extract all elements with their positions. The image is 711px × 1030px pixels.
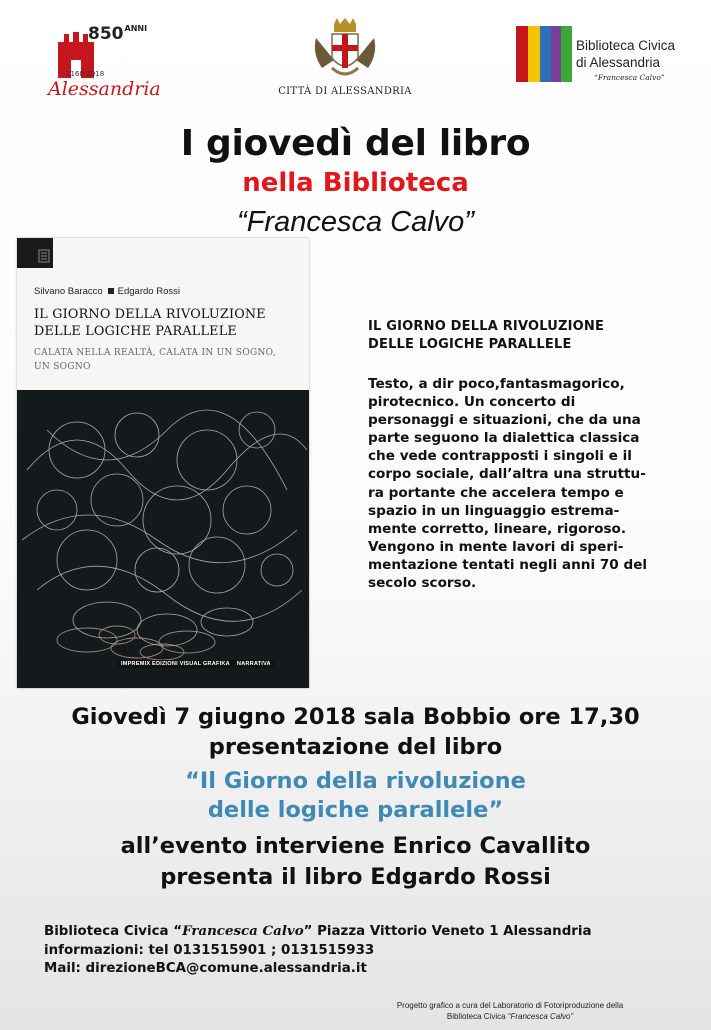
description-line: pirotecnico. Un concerto di — [368, 394, 576, 411]
description-line: secolo scorso. — [368, 575, 477, 592]
footer-contacts — [44, 922, 592, 979]
cover-publisher: IMPREMIX EDIZIONI VISUAL GRAFIKA NARRATIVA — [118, 660, 274, 668]
cover-authors: Silvano Baracco Edgardo Rossi — [34, 286, 180, 297]
library-name-line2: di Alessandria — [576, 55, 661, 70]
anniversary-years: 1168-2018 — [66, 70, 105, 78]
description-body — [368, 375, 698, 592]
description-line: parte seguono la dialettica classica — [368, 430, 640, 447]
book-cover — [17, 238, 309, 688]
scribble-artwork — [17, 390, 309, 688]
description-line: Testo, a dir poco,fantasmagorico, — [368, 376, 625, 392]
library-logo — [514, 26, 704, 86]
description-line: che vede contrapposti i singoli e il — [368, 448, 632, 465]
coat-of-arms-icon — [310, 18, 380, 82]
anniversary-logo — [48, 22, 162, 102]
library-bars-icon — [516, 26, 574, 84]
footer-address: Biblioteca Civica “Francesca Calvo” Piazza Vittorio Veneto 1 Alessandria — [44, 923, 592, 939]
description-line: spazio in un linguaggio estrema- — [368, 502, 620, 519]
cover-artwork — [17, 390, 309, 688]
description-line: ra portante che accelera tempo e — [368, 484, 624, 501]
anniversary-city: Alessandria — [48, 78, 161, 100]
description-line: mentazione tentati negli anni 70 del — [368, 556, 648, 573]
event-date-line: Giovedì 7 giugno 2018 sala Bobbio ore 17,30 — [71, 704, 640, 730]
cover-title: IL GIORNO DELLA RIVOLUZIONE DELLE LOGICHE PARALLELE — [34, 307, 266, 339]
description-line: corpo sociale, dall’altra una struttu- — [368, 466, 646, 483]
footer-phone: informazioni: tel 0131515901 ; 0131515933 — [44, 942, 375, 958]
design-credits: Progetto grafico a cura del Laboratorio di Fotoriproduzione della Biblioteca Civica “Francesca Calvo” — [396, 1001, 624, 1021]
anniversary-number: $850^{ANNI}$ — [88, 24, 148, 44]
cover-subtitle: CALATA NELLA REALTÀ, CALATA IN UN SOGNO, UN SOGNO — [34, 348, 276, 372]
event-presentation-line: presentazione del libro — [208, 734, 503, 760]
city-crest-logo — [270, 18, 420, 100]
event-book-title-line2: delle logiche parallele” — [207, 797, 504, 823]
page-subtitle: nella Biblioteca — [242, 168, 469, 198]
library-name-line3: “Francesca Calvo” — [594, 73, 665, 82]
barcode-icon — [17, 238, 53, 268]
library-name-title: “Francesca Calvo” — [237, 206, 474, 238]
description-line: mente corretto, lineare, rigoroso. — [368, 520, 627, 537]
event-speaker-line: all’evento interviene Enrico Cavallito — [120, 833, 591, 859]
footer-email[interactable]: Mail: direzioneBCA@comune.alessandria.it — [44, 961, 367, 976]
library-name-line1: Biblioteca Civica — [576, 38, 676, 53]
event-presenter-line: presenta il libro Edgardo Rossi — [160, 864, 551, 890]
description-title: IL GIORNO DELLA RIVOLUZIONE DELLE LOGICHE PARALLELE — [368, 319, 605, 352]
city-label: CITTÀ DI ALESSANDRIA — [278, 86, 412, 97]
page-title: I giovedì del libro — [180, 123, 531, 164]
event-book-title-line1: “Il Giorno della rivoluzione — [185, 768, 526, 794]
description-line: Vengono in mente lavori di speri- — [368, 538, 624, 555]
cover-corner-strip — [17, 238, 53, 268]
description-line: personaggi e situazioni, che da una — [368, 412, 641, 429]
